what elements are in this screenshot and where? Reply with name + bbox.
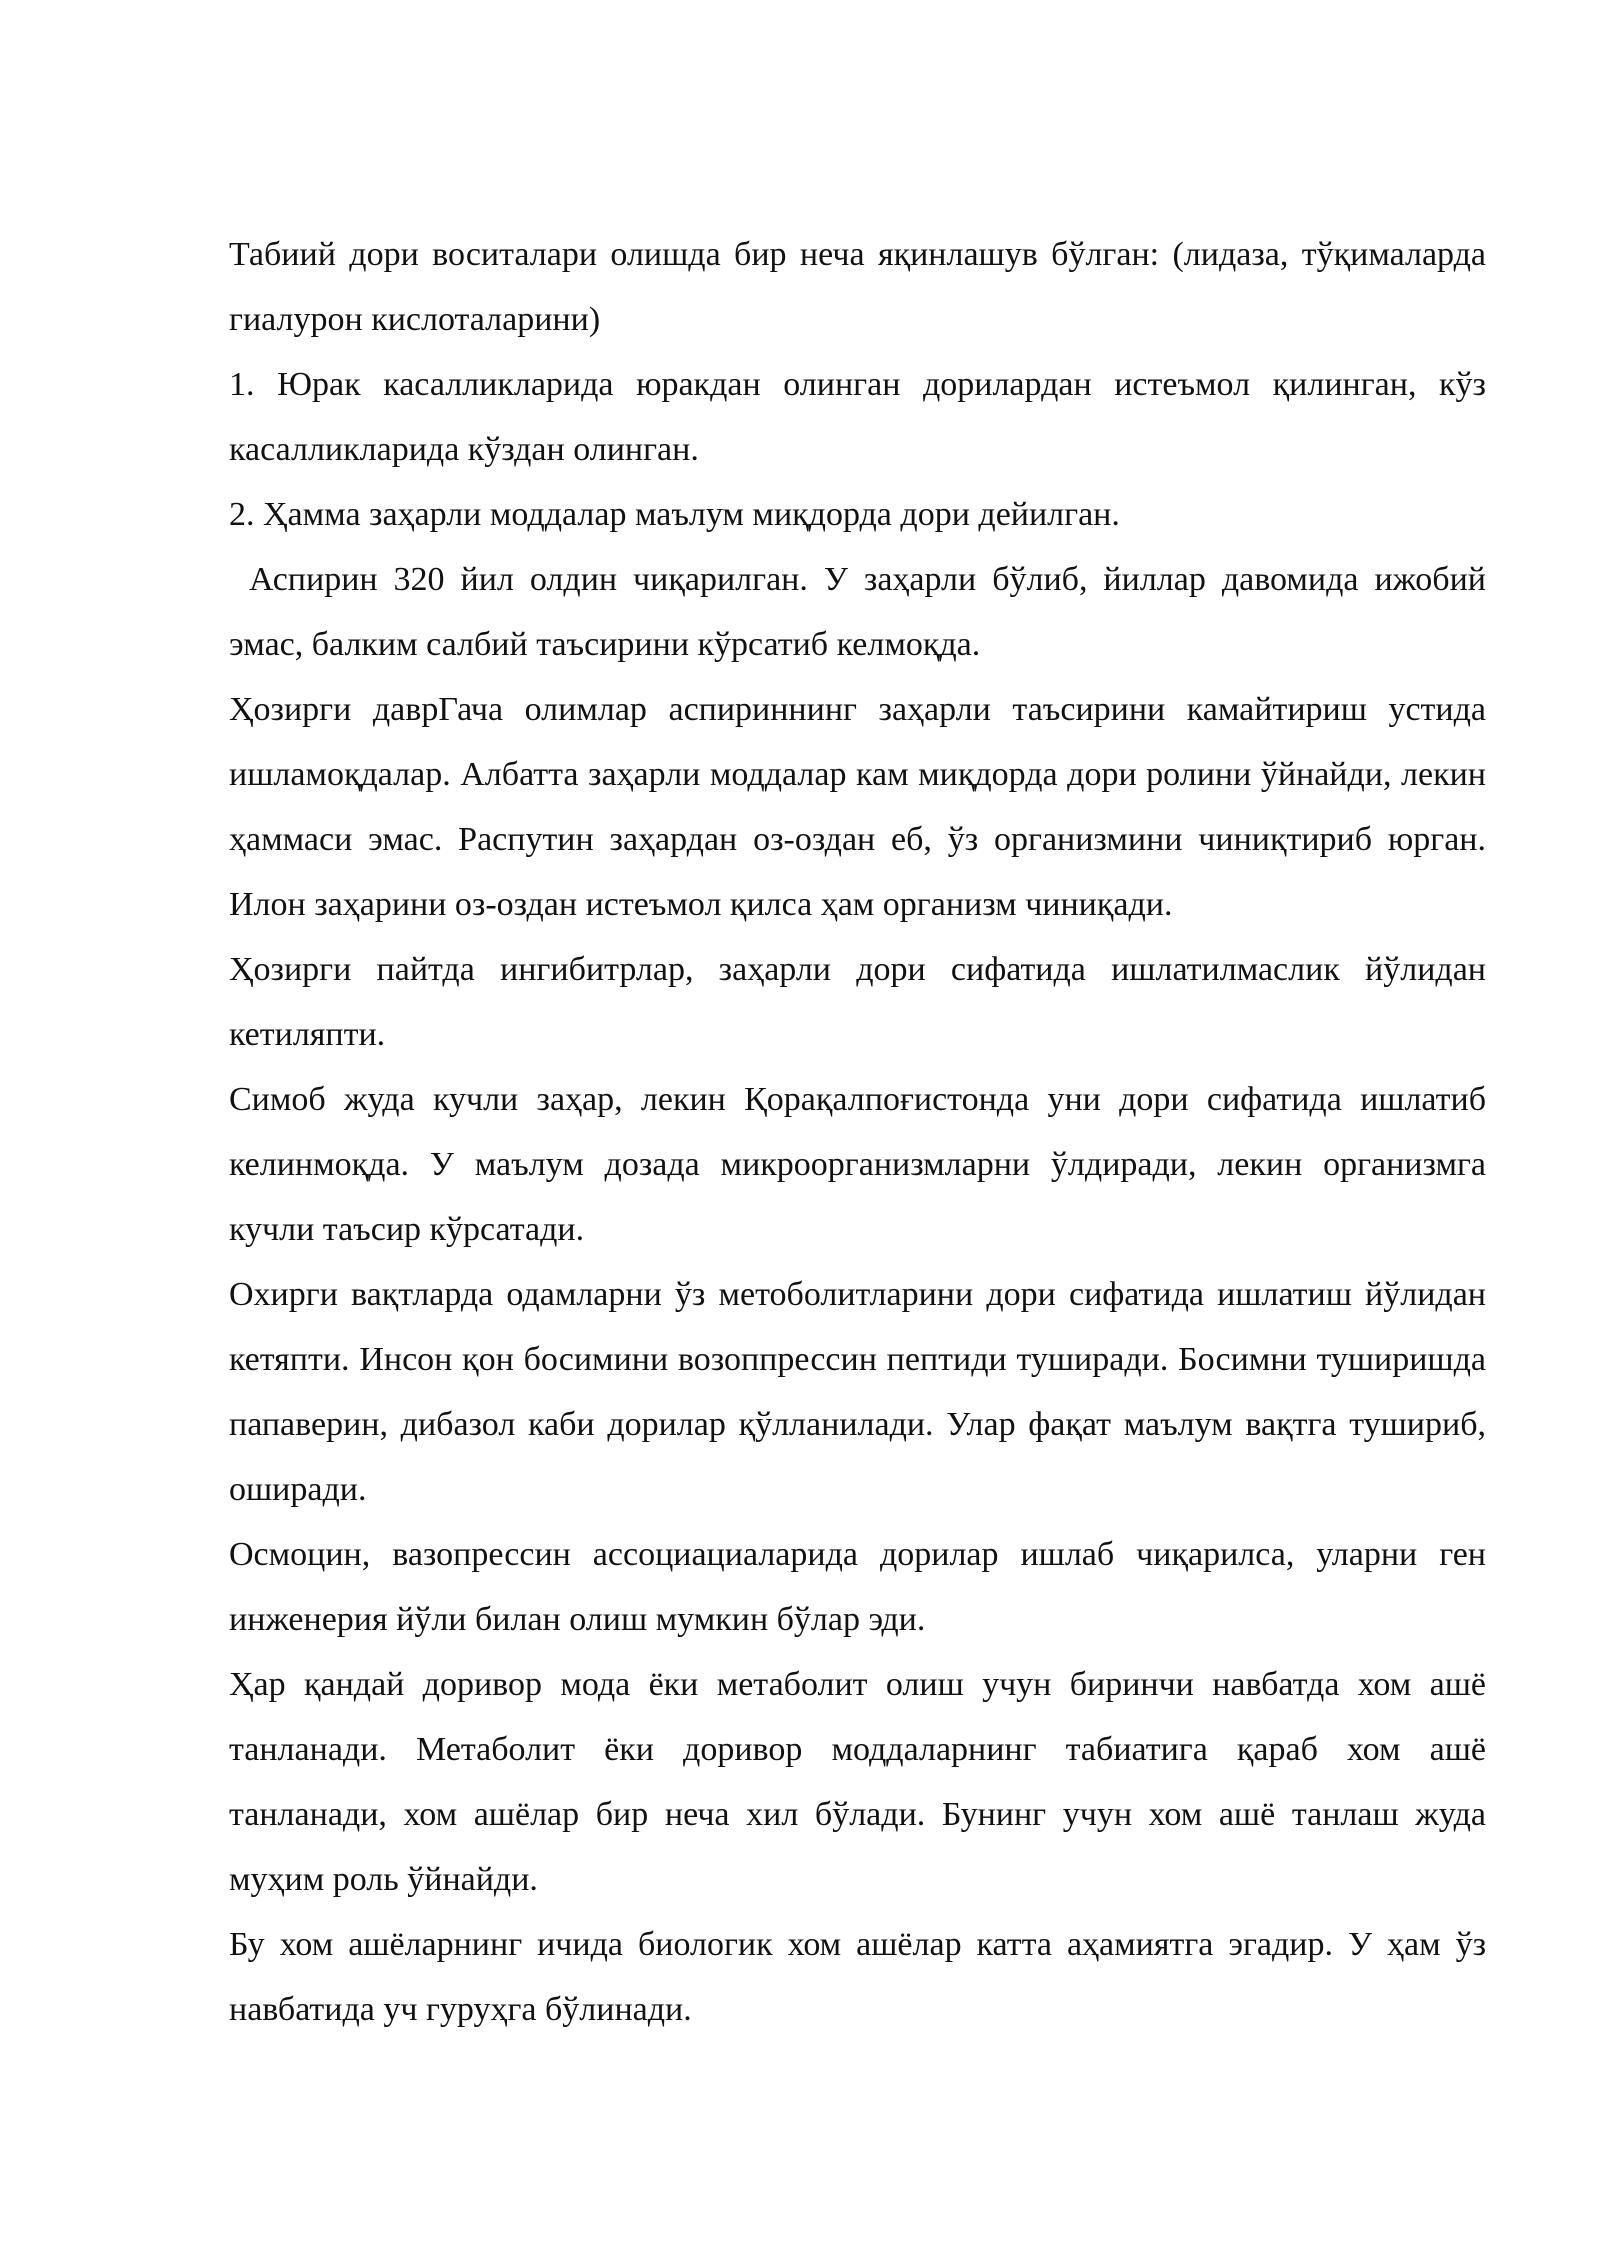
- paragraph-2: 1. Юрак касалликларида юракдан олинган дорилардан истеъмол қилинган, кўз касалликларида кўздан олинган.: [229, 366, 1486, 468]
- paragraph-6: Ҳозирги пайтда ингибитрлар, заҳарли дори сифатида ишлатилмаслик йўлидан кетиляпти.: [229, 951, 1486, 1053]
- paragraph-8: Охирги вақтларда одамларни ўз метоболитларини дори сифатида ишлатиш йўлидан кетяпти. Инсон қон босимини возоппрессин пептиди туширади. Босимни туширишда папаверин, дибазол каби дорилар қўлланилади. Улар фақат маълум вақтга тушириб, оширади.: [229, 1276, 1486, 1508]
- paragraph-3: 2. Ҳамма заҳарли моддалар маълум миқдорда дори дейилган.: [229, 496, 1120, 533]
- paragraph-5: Ҳозирги даврГача олимлар аспириннинг заҳарли таъсирини камайтириш устида ишламоқдалар. Албатта заҳарли моддалар кам миқдорда дори ролини ўйнайди, лекин ҳаммаси эмас. Распутин заҳардан оз-оздан еб, ўз организмини чиниқтириб юрган. Илон заҳарини оз-оздан истеъмол қилса ҳам организм чиниқади.: [229, 691, 1486, 923]
- paragraph-9: Осмоцин, вазопрессин ассоциациаларида дорилар ишлаб чиқарилса, уларни ген инженерия йўли билан олиш мумкин бўлар эди.: [229, 1536, 1486, 1638]
- paragraph-7: Симоб жуда кучли заҳар, лекин Қорақалпоғистонда уни дори сифатида ишлатиб келинмоқда. У маълум дозада микроорганизмларни ўлдиради, лекин организмга кучли таъсир кўрсатади.: [229, 1081, 1486, 1248]
- document-body: [229, 222, 1486, 2042]
- paragraph-10: Ҳар қандай доривор мода ёки метаболит олиш учун биринчи навбатда хом ашё танланади. Метаболит ёки доривор моддаларнинг табиатига қараб хом ашё танланади, хом ашёлар бир неча хил бўлади. Бунинг учун хом ашё танлаш жуда муҳим роль ўйнайди.: [229, 1666, 1486, 1898]
- paragraph-11: Бу хом ашёларнинг ичида биологик хом ашёлар катта аҳамиятга эгадир. У ҳам ўз навбатида уч гуруҳга бўлинади.: [229, 1926, 1486, 2028]
- paragraph-4: Аспирин 320 йил олдин чиқарилган. У заҳарли бўлиб, йиллар давомида ижобий эмас, балким салбий таъсирини кўрсатиб келмоқда.: [229, 561, 1486, 663]
- paragraph-1: Табиий дори воситалари олишда бир неча яқинлашув бўлган: (лидаза, тўқималарда гиалурон кислоталарини): [229, 236, 1486, 338]
